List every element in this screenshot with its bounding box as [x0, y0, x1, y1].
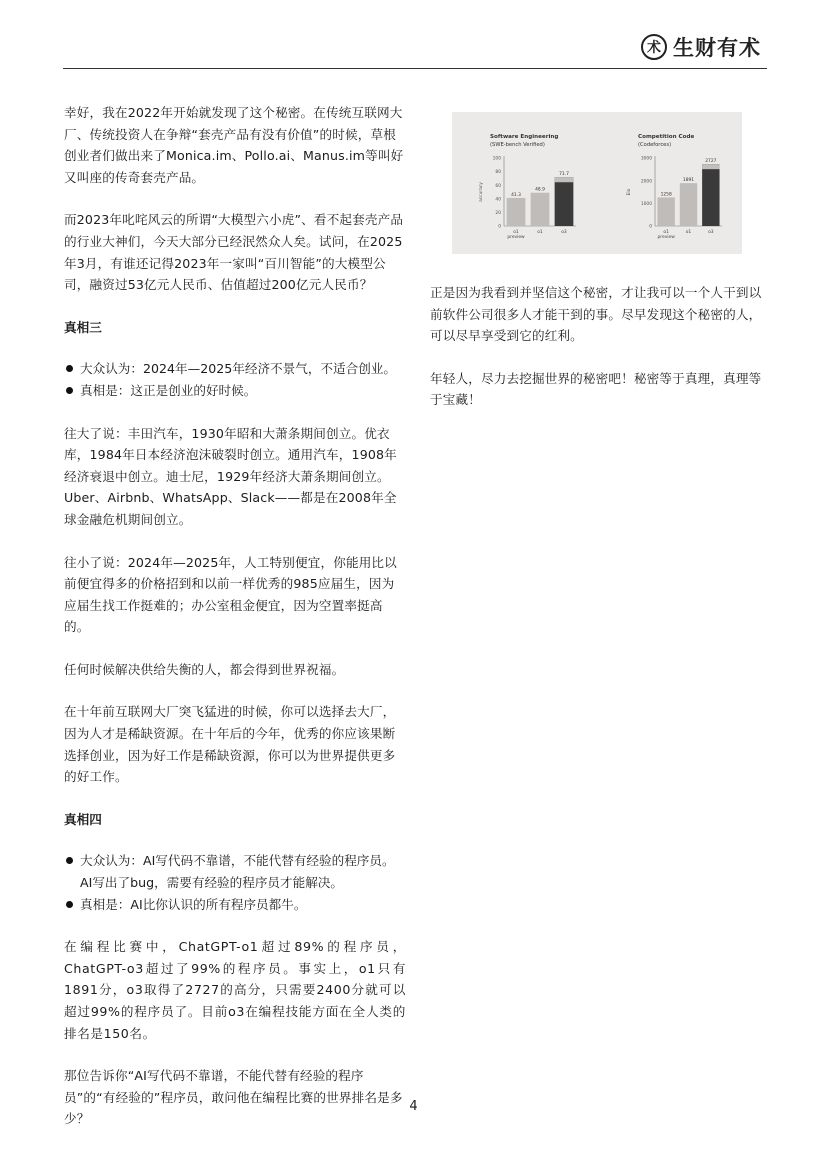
chart-2-bar-cap-3: [702, 164, 719, 169]
heading-truth-three: 真相三: [64, 319, 102, 335]
paragraph-big-picture: 往大了说：丰田汽车，1930年昭和大萧条期间创立。优衣库，1984年日本经济泡沫破裂时创立。通用汽车，1908年经济衰退中创立。迪士尼，1929年经济大萧条期间创立。Uber、Airbnb、WhatsApp、Slack——都是在2008年全球金融危机期间创立。: [64, 425, 397, 527]
chart-2-value-label: 2727: [705, 159, 717, 165]
chart-1-ytick-label: 20: [495, 211, 501, 216]
paragraph-supply-balance: 任何时候解决供给失衡的人，都会得到世界祝福。: [64, 661, 345, 677]
chart-1-category-label: o1: [513, 230, 519, 235]
chart-1-bar-1: [507, 198, 526, 226]
chart-2-category-label: o1: [663, 230, 669, 235]
chart-1-bar-cap-3: [555, 177, 574, 182]
left-column: [64, 102, 406, 1151]
chart-1-ytick-label: 80: [495, 170, 501, 176]
benchmark-chart-image: [452, 112, 742, 254]
chart-1-subtitle: (SWE-bench Verified): [490, 142, 545, 148]
chart-2-value-label: 1258: [660, 192, 672, 198]
paragraph-coding-contest: 在编程比赛中，ChatGPT-o1超过89%的程序员，ChatGPT-o3超过了99%的程序员。事实上，o1只有1891分，o3取得了2727的高分，只需要2400分就可以超过99%的程序员了。目前o3在编程技能方面在全人类的排名是150名。: [64, 939, 406, 1041]
chart-1-bar-3: [555, 177, 574, 226]
paragraph-young-people: 年轻人，尽力去挖掘世界的秘密吧！秘密等于真理，真理等于宝藏！: [430, 370, 762, 408]
chart-1-ylabel: accuracy: [479, 182, 484, 202]
bullet-truth: 真相是：AI比你认识的所有程序员都牛。: [64, 894, 406, 916]
chart-2-category-label: preview: [657, 235, 675, 241]
brand-logo: [641, 32, 761, 62]
chart-1-value-label: 71.7: [559, 172, 569, 178]
truth-four-bullets: [64, 850, 406, 915]
chart-1-ytick-label: 40: [495, 197, 501, 203]
chart-1-ytick-label: 60: [495, 183, 501, 189]
chart-2-bar-3: [702, 164, 719, 226]
logo-text: 生财有术: [673, 36, 761, 60]
chart-1-category-label: preview: [507, 235, 525, 241]
paragraph-secret-belief: 正是因为我看到并坚信这个秘密，才让我可以一个人干到以前软件公司很多人才能干到的事。尽早发现这个秘密的人，可以尽早享受到它的红利。: [430, 285, 762, 344]
chart-2-bar-2: [680, 183, 697, 226]
chart-2-bar-1: [657, 197, 674, 226]
paragraph-intro: 幸好，我在2022年开始就发现了这个秘密。在传统互联网大厂、传统投资人在争辩“套壳产品有没有价值”的时候，草根创业者们做出来了Monica.im、Pollo.ai、Manus.im等叫好又叫座的传奇套壳产品。: [64, 105, 404, 185]
chart-2-title: Competition Code: [638, 134, 695, 140]
bullet-public-view: 大众认为：AI写代码不靠谱，不能代替有经验的程序员。AI写出了bug，需要有经验的程序员才能解决。: [64, 850, 406, 893]
paragraph-six-tigers: 而2023年叱咤风云的所谓“大模型六小虎”、看不起套壳产品的行业大神们，今天大部分已经泯然众人矣。试问，在2025年3月，有谁还记得2023年一家叫“百川智能”的大模型公司，融资过53亿元人民币、估值超过200亿元人民币？: [64, 212, 404, 293]
page-number: 4: [409, 1099, 418, 1114]
chart-2-ylabel: Elo: [627, 188, 632, 196]
chart-1-category-label: o3: [561, 230, 567, 235]
heading-truth-four: 真相四: [64, 811, 102, 827]
chart-2-value-label: 1891: [682, 178, 695, 184]
paragraph-experienced-programmer: 那位告诉你“AI写代码不靠谱，不能代替有经验的程序员”的“有经验的”程序员，敢问他在编程比赛的世界排名是多少？: [64, 1068, 403, 1127]
chart-1-value-label: 48.9: [535, 187, 545, 193]
chart-2-category-label: o3: [708, 230, 714, 235]
bullet-public-view: 大众认为：2024年—2025年经济不景气，不适合创业。: [64, 358, 406, 380]
truth-three-bullets: [64, 358, 406, 401]
chart-2-ytick-label: 0: [649, 224, 652, 230]
chart-2-ytick-label: 1000: [640, 201, 652, 207]
chart-2-subtitle: (Codeforces): [638, 142, 672, 148]
header-divider: [63, 68, 767, 69]
chart-1-value-label: 41.3: [511, 192, 521, 198]
chart-1-category-label: o1: [537, 230, 543, 235]
benchmark-charts: [452, 112, 742, 254]
chart-2-ytick-label: 2000: [640, 179, 652, 185]
chart-1-ytick-label: 100: [492, 156, 501, 162]
bullet-truth: 真相是：这正是创业的好时候。: [64, 380, 406, 402]
right-column: [430, 112, 770, 432]
chart-1-bar-2: [531, 193, 550, 226]
logo-mark-icon: 术: [641, 34, 667, 60]
chart-1-ytick-label: 0: [498, 224, 501, 230]
paragraph-ten-years: 在十年前互联网大厂突飞猛进的时候，你可以选择去大厂，因为人才是稀缺资源。在十年后的今年，优秀的你应该果断选择创业，因为好工作是稀缺资源，你可以为世界提供更多的好工作。: [64, 704, 396, 785]
chart-2-category-label: o1: [685, 230, 692, 235]
chart-2-ytick-label: 3000: [640, 156, 652, 162]
paragraph-small-picture: 往小了说：2024年—2025年，人工特别便宜，你能用比以前便宜得多的价格招到和以前一样优秀的985应届生，因为应届生找工作挺难的；办公室租金便宜，因为空置率挺高的。: [64, 554, 397, 635]
chart-1-title: Software Engineering: [490, 134, 559, 140]
